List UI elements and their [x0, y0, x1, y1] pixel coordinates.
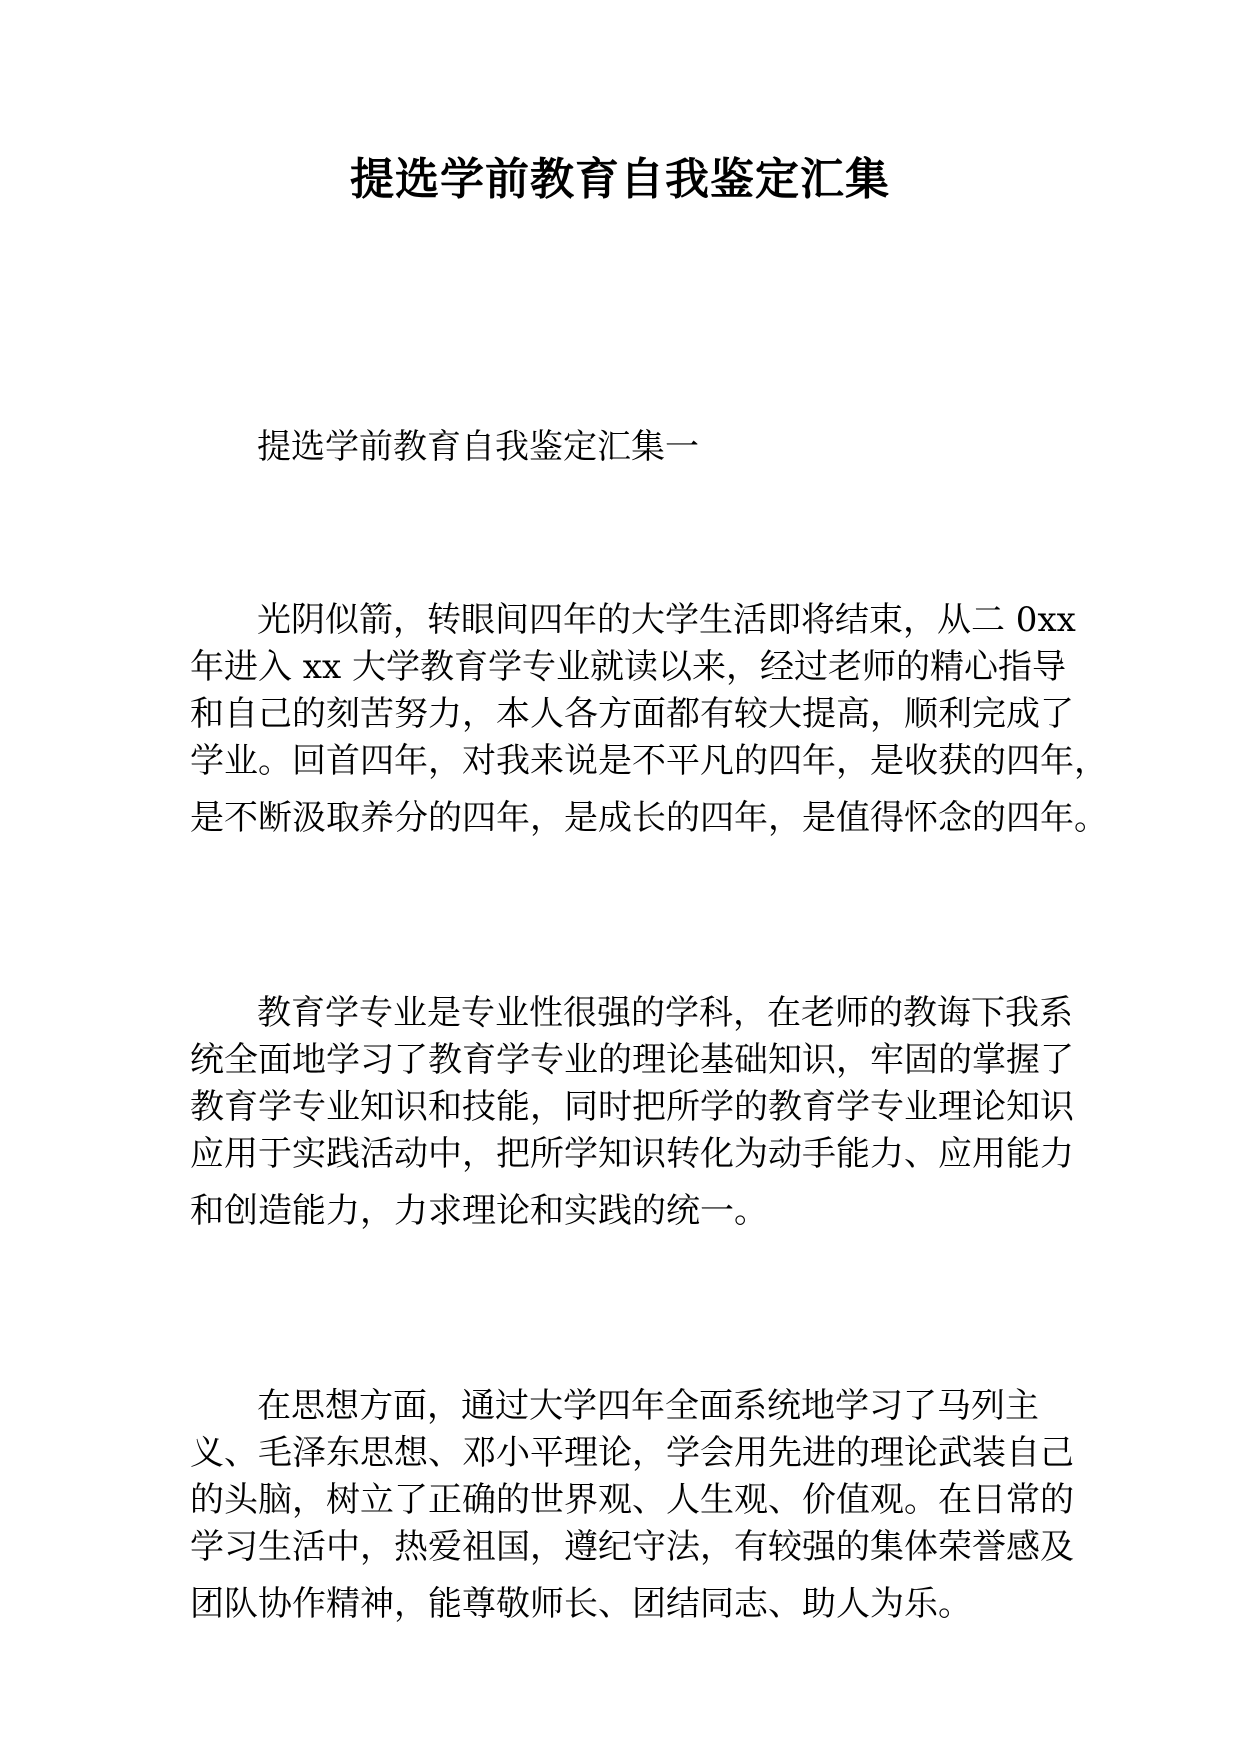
- document-title: 提选学前教育自我鉴定汇集: [350, 154, 890, 205]
- paragraph-line: 教育学专业知识和技能，同时把所学的教育学专业理论知识: [190, 1087, 1074, 1127]
- paragraph-line: 教育学专业是专业性很强的学科，在老师的教诲下我系: [257, 993, 1073, 1033]
- paragraph-line: 光阴似箭，转眼间四年的大学生活即将结束，从二 0xx: [257, 600, 1076, 640]
- paragraph-line: 义、毛泽东思想、邓小平理论，学会用先进的理论武装自己: [190, 1433, 1074, 1473]
- section-heading: 提选学前教育自我鉴定汇集一: [257, 427, 699, 467]
- paragraph-line: 和创造能力，力求理论和实践的统一。: [190, 1191, 768, 1231]
- paragraph-line: 在思想方面，通过大学四年全面系统地学习了马列主: [257, 1386, 1039, 1426]
- paragraph-line: 统全面地学习了教育学专业的理论基础知识，牢固的掌握了: [190, 1040, 1074, 1080]
- paragraph-line: 学习生活中，热爱祖国，遵纪守法，有较强的集体荣誉感及: [190, 1527, 1074, 1567]
- paragraph-line: 的头脑，树立了正确的世界观、人生观、价值观。在日常的: [190, 1480, 1074, 1520]
- paragraph-line: 学业。回首四年，对我来说是不平凡的四年，是收获的四年，: [190, 741, 1108, 781]
- paragraph: [190, 990, 1074, 1235]
- paragraph: [190, 1383, 1074, 1628]
- paragraph: [190, 597, 1108, 842]
- paragraph-line: 和自己的刻苦努力，本人各方面都有较大提高，顺利完成了: [190, 694, 1074, 734]
- paragraph-line: 应用于实践活动中，把所学知识转化为动手能力、应用能力: [190, 1134, 1074, 1174]
- paragraph-line: 年进入 xx 大学教育学专业就读以来，经过老师的精心指导: [190, 647, 1066, 687]
- paragraph-line: 是不断汲取养分的四年，是成长的四年，是值得怀念的四年。: [190, 798, 1108, 838]
- paragraph-line: 团队协作精神，能尊敬师长、团结同志、助人为乐。: [190, 1584, 972, 1624]
